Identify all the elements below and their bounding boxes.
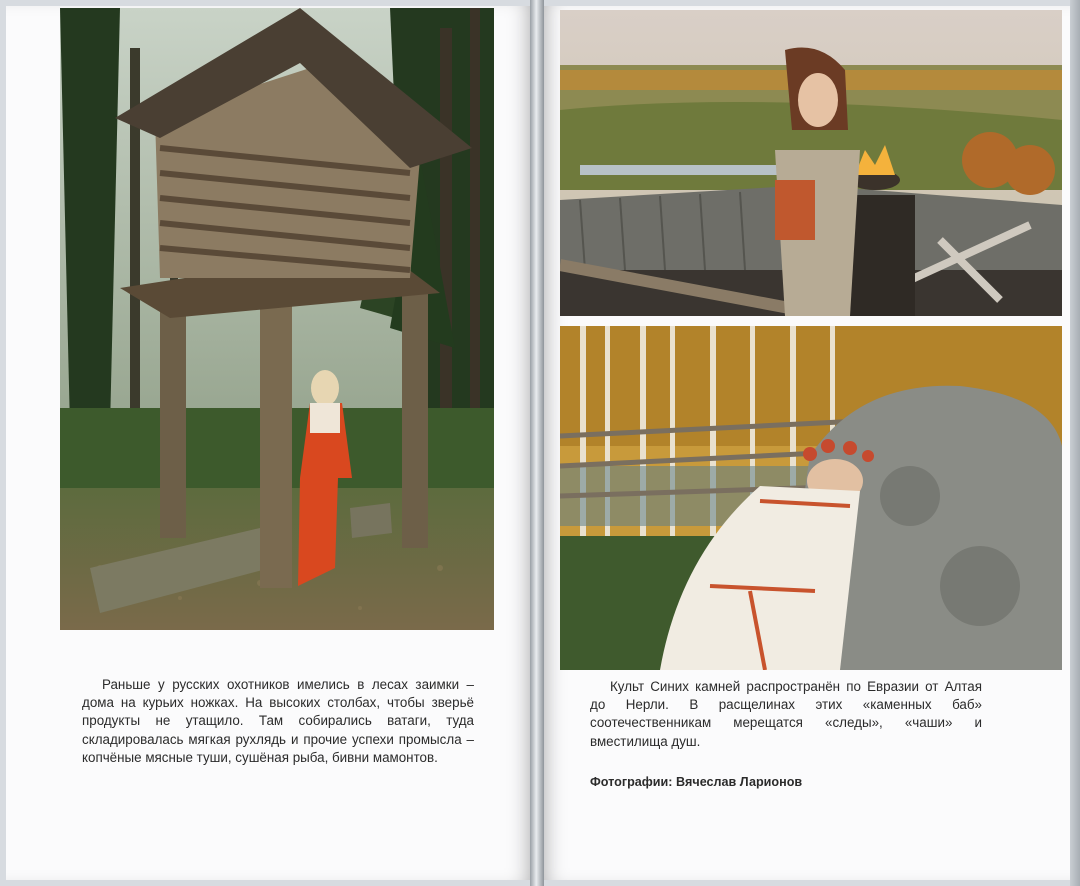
photo-credit: Фотографии: Вячеслав Ларионов <box>590 775 803 789</box>
left-caption: Раньше у русских охотников имелись в лесах заимки – дома на курьих ножках. На высоких столбах, чтобы зверьё продукты не утащило. Там собирались ватаги, туда складировалась мягкая рухлядь и прочие успехи промысла – копчёные мясные туши, сушёная рыба, бивни мамонтов. <box>82 677 474 765</box>
right-caption: Культ Синих камней распространён по Евразии от Алтая до Нерли. В расщелинах этих «каменных баб» соотечественникам мерещатся «следы», «чаши» и вместилища душ. <box>590 679 982 749</box>
woman-with-fire-bowl-photo <box>560 10 1062 316</box>
page-edge <box>1070 0 1080 886</box>
forest-log-hut-on-stilts-photo <box>60 8 494 630</box>
book-gutter <box>530 0 544 886</box>
woman-with-wreath-at-stone-photo <box>560 326 1062 670</box>
